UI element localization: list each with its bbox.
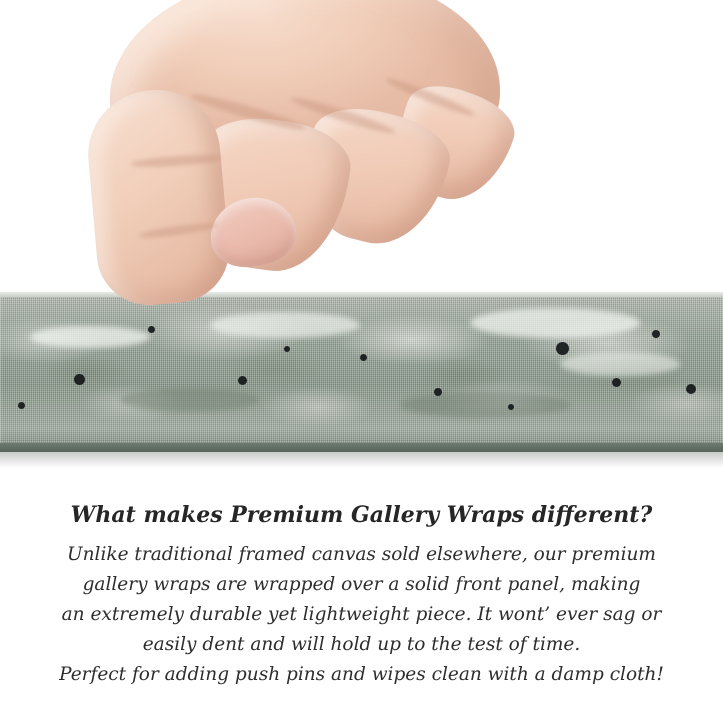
paint-speck	[508, 404, 514, 410]
paint-speck	[238, 376, 247, 385]
caption-line: Perfect for adding push pins and wipes clean with a damp cloth!	[59, 664, 664, 685]
paint-smudge	[560, 352, 680, 376]
paint-speck	[148, 326, 155, 333]
paint-smudge	[470, 308, 640, 338]
wrap-top-edge	[0, 292, 723, 297]
paint-speck	[360, 354, 367, 361]
paint-speck	[686, 384, 696, 394]
paint-speck	[284, 346, 290, 352]
paint-speck	[18, 402, 25, 409]
wrap-drop-shadow	[0, 452, 723, 468]
hand	[92, 0, 522, 300]
paint-smudge	[210, 312, 360, 338]
paint-smudge	[30, 326, 150, 348]
paint-smudge	[400, 392, 570, 418]
paint-speck	[434, 388, 442, 396]
caption-block	[0, 498, 723, 690]
paint-speck	[74, 374, 85, 385]
caption-line: easily dent and will hold up to the test of time.	[142, 634, 581, 655]
caption-heading: What makes Premium Gallery Wraps different?	[70, 502, 653, 528]
gallery-wrap-edge	[0, 292, 723, 452]
caption-line: an extremely durable yet lightweight piece. It wont’ ever sag or	[61, 604, 662, 625]
paint-smudge	[120, 388, 260, 412]
paint-speck	[652, 330, 660, 338]
caption-line: Unlike traditional framed canvas sold elsewhere, our premium	[67, 544, 656, 565]
paint-speck	[556, 342, 569, 355]
wrap-bottom-edge	[0, 443, 723, 452]
paint-speck	[612, 378, 621, 387]
caption-body	[0, 540, 723, 690]
caption-line: gallery wraps are wrapped over a solid front panel, making	[82, 574, 641, 595]
